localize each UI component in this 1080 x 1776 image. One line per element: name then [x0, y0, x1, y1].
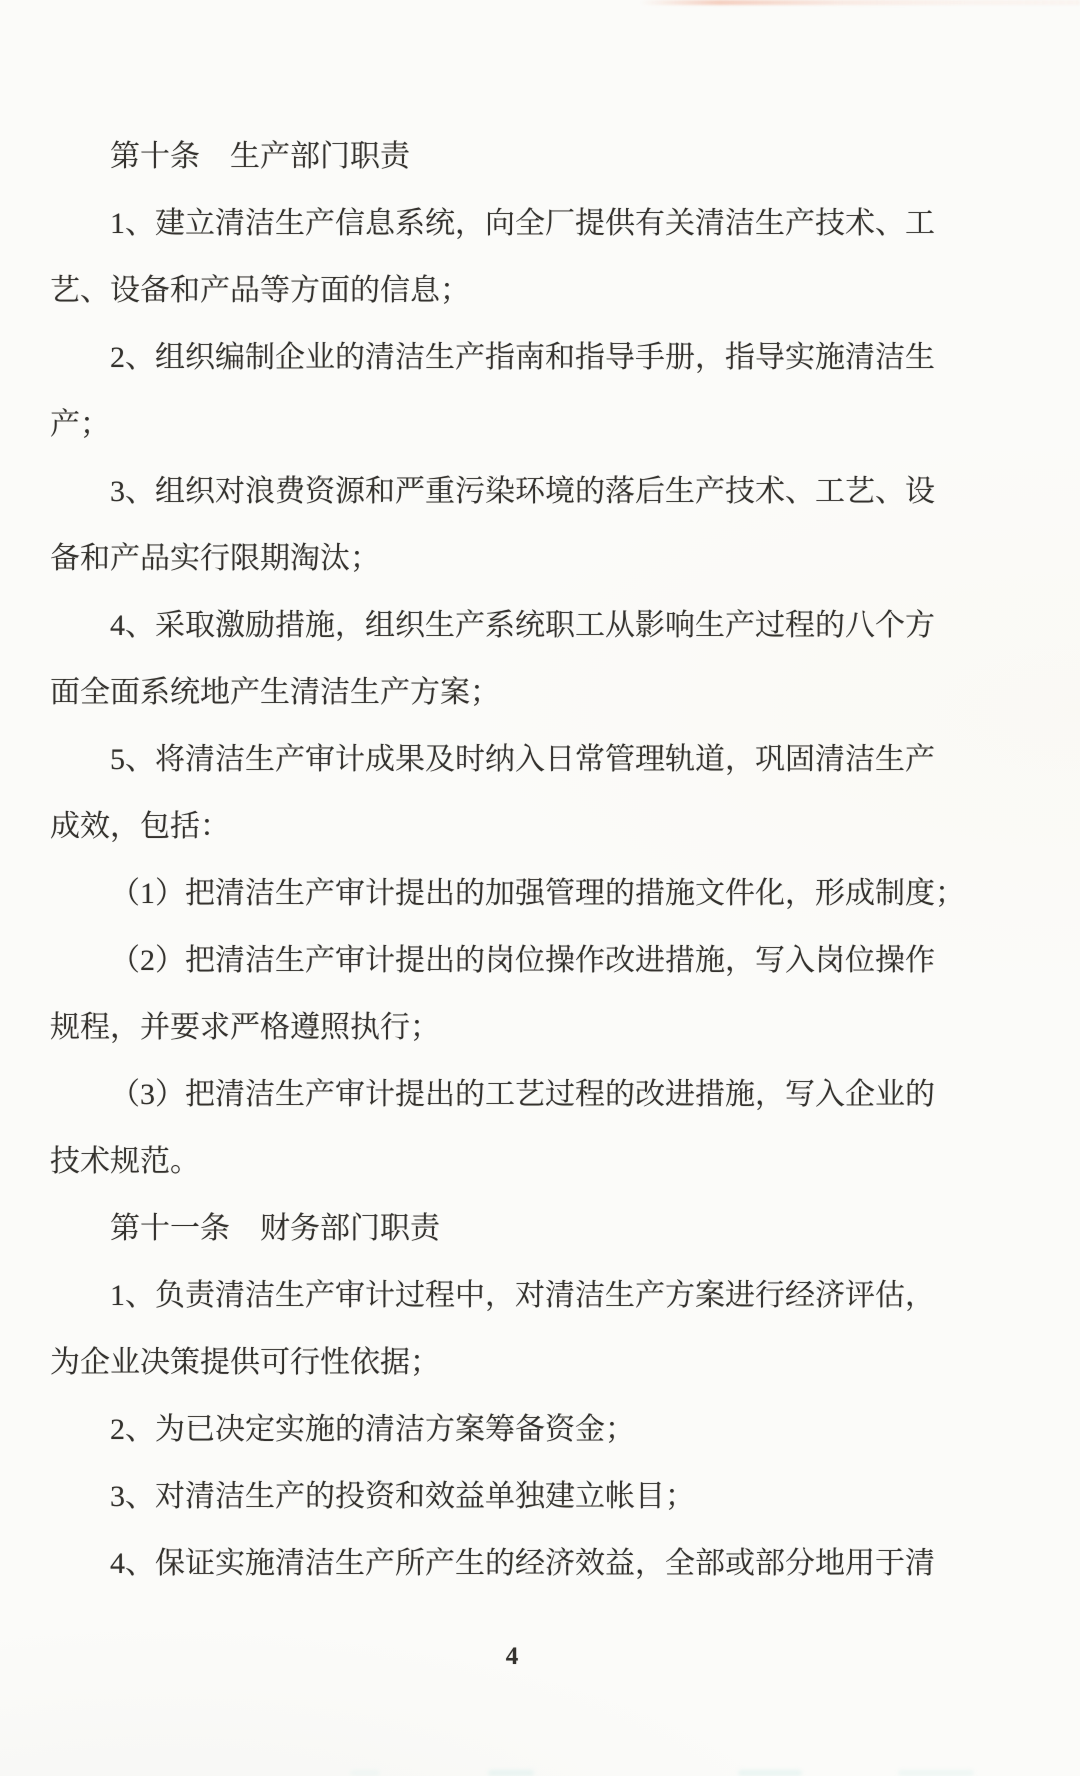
body-line: 2、组织编制企业的清洁生产指南和指导手册，指导实施清洁生: [110, 341, 935, 374]
body-line: 4、采取激励措施，组织生产系统职工从影响生产过程的八个方: [110, 609, 935, 642]
scan-artifact-bottom: [488, 1770, 534, 1776]
body-line: 1、建立清洁生产信息系统，向全厂提供有关清洁生产技术、工: [110, 207, 935, 240]
page-number: 4: [505, 1643, 519, 1670]
article-11-heading: 第十一条 财务部门职责: [110, 1212, 440, 1245]
body-line: （3）把清洁生产审计提出的工艺过程的改进措施，写入企业的: [110, 1078, 935, 1111]
body-line: 产；: [50, 408, 110, 441]
body-line: 5、将清洁生产审计成果及时纳入日常管理轨道，巩固清洁生产: [110, 743, 935, 776]
scan-artifact-bottom: [738, 1770, 802, 1776]
body-line: 面全面系统地产生清洁生产方案；: [50, 676, 500, 709]
body-line: 技术规范。: [50, 1145, 200, 1178]
body-line: （1）把清洁生产审计提出的加强管理的措施文件化，形成制度；: [110, 877, 965, 910]
body-line: 1、负责清洁生产审计过程中，对清洁生产方案进行经济评估，: [110, 1279, 935, 1312]
document-body: [50, 123, 1035, 1597]
body-line: 2、为已决定实施的清洁方案筹备资金；: [110, 1413, 635, 1446]
body-line: （2）把清洁生产审计提出的岗位操作改进措施，写入岗位操作: [110, 944, 935, 977]
body-line: 3、组织对浪费资源和严重污染环境的落后生产技术、工艺、设: [110, 475, 935, 508]
body-line: 规程，并要求严格遵照执行；: [50, 1011, 440, 1044]
scan-artifact-top: [640, 0, 1080, 5]
body-line: 4、保证实施清洁生产所产生的经济效益，全部或部分地用于清: [110, 1547, 935, 1580]
scan-artifact-bottom: [350, 1770, 380, 1776]
body-line: 为企业决策提供可行性依据；: [50, 1346, 440, 1379]
body-line: 成效，包括：: [50, 810, 230, 843]
article-10-heading: 第十条 生产部门职责: [110, 140, 410, 173]
scan-artifact-bottom: [898, 1770, 974, 1776]
body-line: 备和产品实行限期淘汰；: [50, 542, 380, 575]
body-line: 3、对清洁生产的投资和效益单独建立帐目；: [110, 1480, 695, 1513]
body-line: 艺、设备和产品等方面的信息；: [50, 274, 470, 307]
